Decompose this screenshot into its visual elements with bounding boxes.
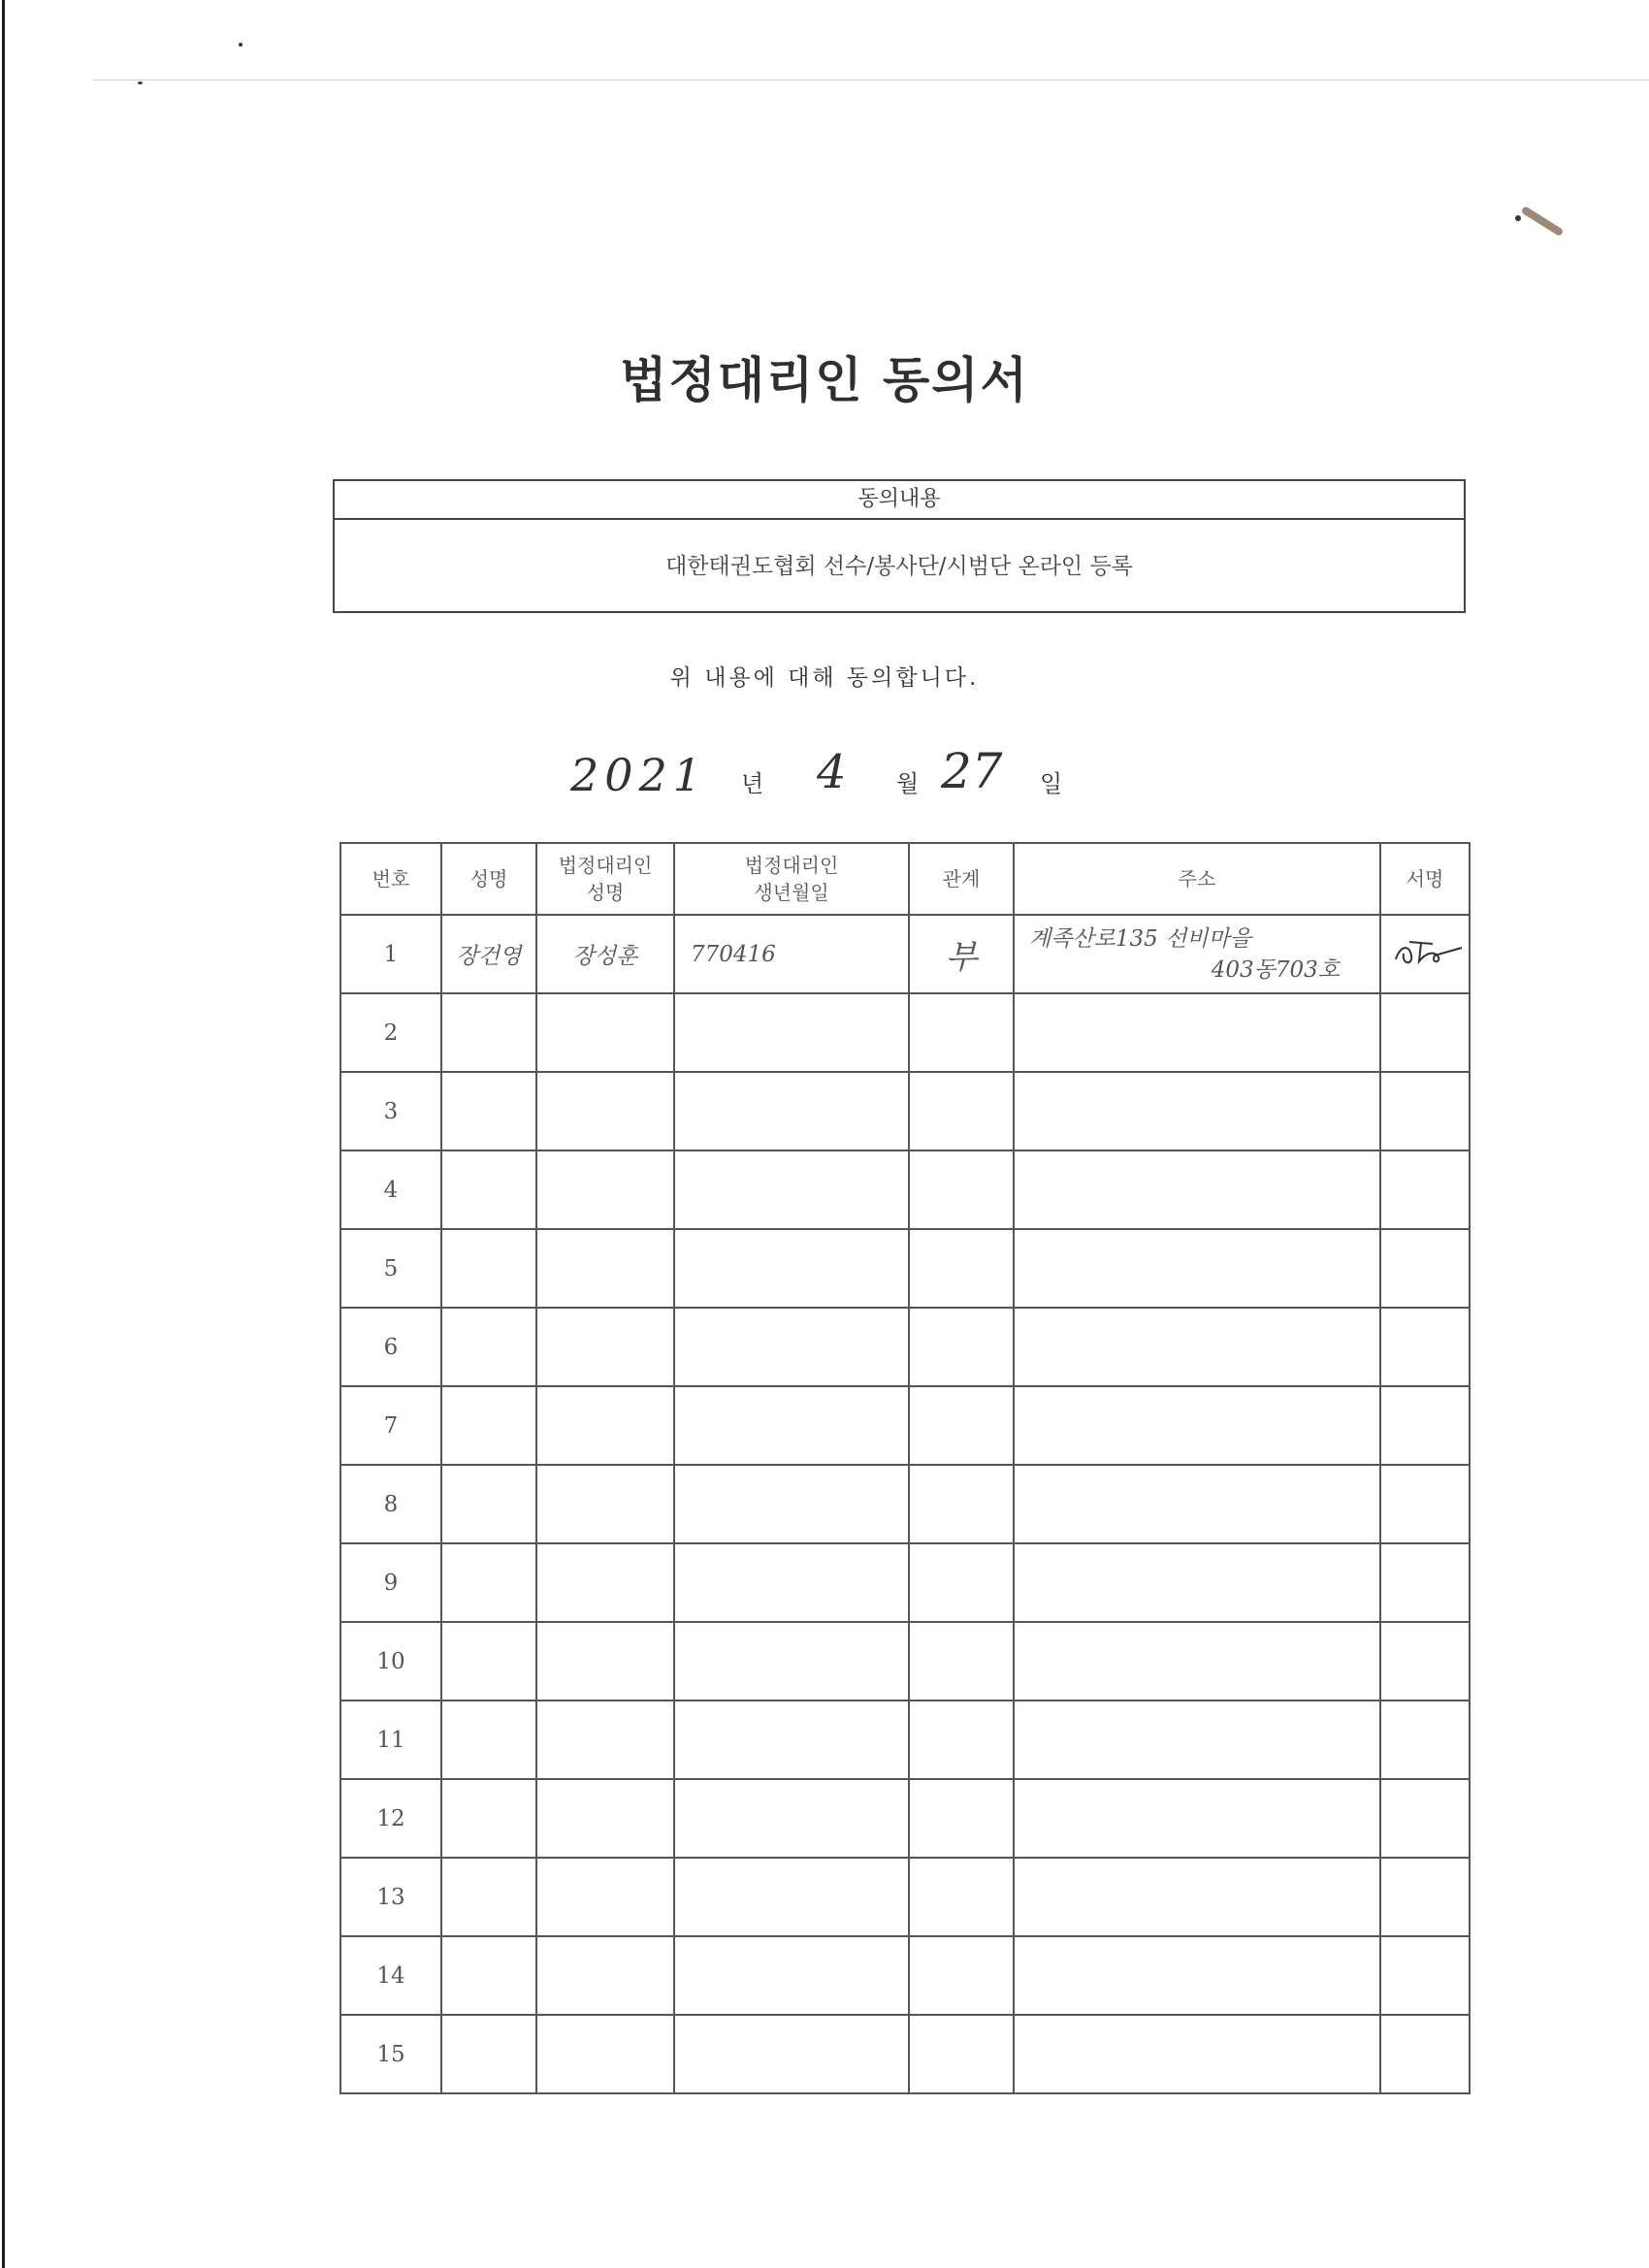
date-day: 27	[941, 743, 1003, 799]
date-day-unit: 일	[1040, 770, 1063, 797]
table-row	[340, 2015, 1470, 2093]
cell-no: 8	[340, 1465, 441, 1543]
cell-no: 3	[340, 1072, 441, 1150]
header-address: 주소	[1014, 843, 1380, 915]
table-row	[340, 993, 1470, 1072]
cell-name: 장건영	[441, 915, 536, 993]
scan-edge-left	[2, 0, 5, 2268]
consent-body: 대한태권도협회 선수/봉사단/시범단 온라인 등록	[665, 554, 1133, 579]
date-row	[0, 739, 1649, 817]
table-row	[340, 1465, 1470, 1543]
address-line-2: 403동703호	[1211, 956, 1340, 983]
guardian-table	[340, 842, 1471, 2094]
scan-speck	[138, 81, 143, 84]
header-signature: 서명	[1380, 843, 1470, 915]
consent-header: 동의내용	[335, 481, 1464, 520]
address-line-1: 계족산로135 선비마을	[1029, 925, 1251, 952]
header-name: 성명	[441, 843, 536, 915]
date-year: 2021	[570, 749, 708, 801]
cell-no: 11	[340, 1701, 441, 1779]
header-guardian-name	[536, 843, 674, 915]
cell-no: 15	[340, 2015, 441, 2093]
table-row	[340, 1072, 1470, 1150]
table-row	[340, 1229, 1470, 1308]
cell-no: 5	[340, 1229, 441, 1308]
cell-no: 12	[340, 1779, 441, 1858]
scan-line-top	[93, 80, 1649, 81]
header-relation: 관계	[909, 843, 1014, 915]
table-row	[340, 1701, 1470, 1779]
header-guardian-birth-l1: 법정대리인	[744, 854, 839, 877]
header-no: 번호	[340, 843, 441, 915]
cell-no: 10	[340, 1622, 441, 1701]
date-month: 4	[817, 745, 847, 799]
table-header-row	[340, 843, 1470, 915]
cell-no: 7	[340, 1386, 441, 1465]
cell-no: 14	[340, 1936, 441, 2015]
table-row	[340, 1779, 1470, 1858]
table-row	[340, 1543, 1470, 1622]
header-guardian-birth	[674, 843, 909, 915]
table-row	[340, 1386, 1470, 1465]
table-row	[340, 1622, 1470, 1701]
scan-smudge	[1521, 206, 1565, 237]
cell-guardian-name: 장성훈	[536, 915, 674, 993]
page-title: 법정대리인 동의서	[620, 352, 1029, 408]
table-row	[340, 1936, 1470, 2015]
cell-no: 4	[340, 1150, 441, 1229]
table-row	[340, 915, 1470, 993]
cell-guardian-birth: 770416	[674, 915, 909, 993]
scan-speck	[1515, 215, 1521, 221]
cell-no: 9	[340, 1543, 441, 1622]
header-guardian-name-l2: 성명	[586, 881, 625, 904]
date-month-unit: 월	[896, 770, 920, 797]
cell-relation: 부	[909, 915, 1014, 993]
cell-no: 13	[340, 1858, 441, 1936]
table-row	[340, 1308, 1470, 1386]
agree-statement: 위 내용에 대해 동의합니다.	[669, 665, 980, 691]
cell-no: 1	[340, 915, 441, 993]
table-row	[340, 1150, 1470, 1229]
cell-no: 2	[340, 993, 441, 1072]
header-guardian-birth-l2: 생년월일	[754, 881, 829, 904]
cell-no: 6	[340, 1308, 441, 1386]
header-guardian-name-l1: 법정대리인	[558, 854, 653, 877]
scan-speck	[239, 43, 242, 47]
date-year-unit: 년	[741, 770, 764, 797]
consent-box	[333, 479, 1466, 613]
table-row	[340, 1858, 1470, 1936]
cell-signature	[1380, 915, 1470, 993]
signature-mark	[1386, 932, 1464, 971]
cell-address	[1014, 915, 1380, 993]
